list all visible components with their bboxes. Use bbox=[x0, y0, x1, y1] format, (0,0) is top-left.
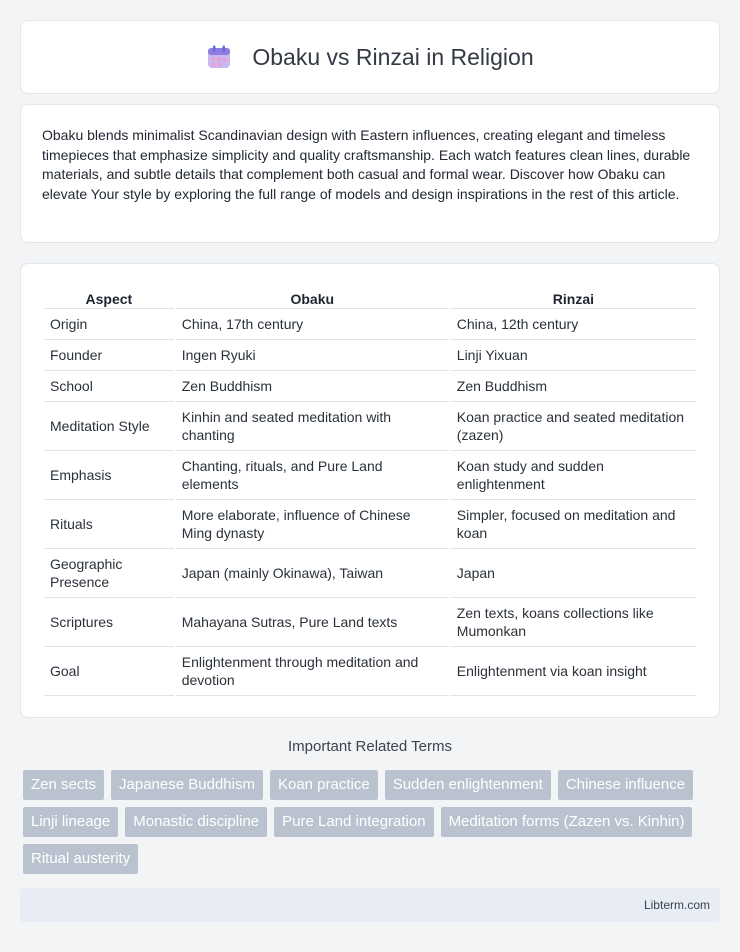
table-cell: Founder bbox=[44, 340, 174, 371]
table-cell: Goal bbox=[44, 647, 174, 696]
table-row bbox=[44, 402, 696, 451]
page-title: Obaku vs Rinzai in Religion bbox=[252, 43, 534, 70]
table-cell: More elaborate, influence of Chinese Ming dynasty bbox=[176, 500, 449, 549]
related-term-tag[interactable]: Linji lineage bbox=[23, 807, 118, 837]
table-cell: School bbox=[44, 371, 174, 402]
table-row bbox=[44, 451, 696, 500]
related-term-tag[interactable]: Meditation forms (Zazen vs. Kinhin) bbox=[441, 807, 693, 837]
table-cell: Koan practice and seated meditation (zazen) bbox=[451, 402, 696, 451]
table-cell: Zen texts, koans collections like Mumonkan bbox=[451, 598, 696, 647]
table-cell: Mahayana Sutras, Pure Land texts bbox=[176, 598, 449, 647]
related-term-tag[interactable]: Chinese influence bbox=[558, 770, 693, 800]
title-card bbox=[20, 20, 720, 94]
related-term-tag[interactable]: Ritual austerity bbox=[23, 844, 138, 874]
table-cell: Enlightenment via koan insight bbox=[451, 647, 696, 696]
table-cell: Chanting, rituals, and Pure Land elements bbox=[176, 451, 449, 500]
table-header-row bbox=[44, 286, 696, 309]
table-cell: Enlightenment through meditation and devotion bbox=[176, 647, 449, 696]
table-cell: Kinhin and seated meditation with chanting bbox=[176, 402, 449, 451]
table-cell: Linji Yixuan bbox=[451, 340, 696, 371]
table-cell: Meditation Style bbox=[44, 402, 174, 451]
column-header-obaku: Obaku bbox=[176, 286, 449, 309]
comparison-table bbox=[42, 286, 698, 696]
related-term-tag[interactable]: Japanese Buddhism bbox=[111, 770, 263, 800]
table-cell: Koan study and sudden enlightenment bbox=[451, 451, 696, 500]
table-row bbox=[44, 647, 696, 696]
table-row bbox=[44, 371, 696, 402]
table-cell: Simpler, focused on meditation and koan bbox=[451, 500, 696, 549]
comparison-table-card bbox=[20, 263, 720, 718]
related-term-tag[interactable]: Koan practice bbox=[270, 770, 378, 800]
intro-card bbox=[20, 104, 720, 243]
table-cell: Japan (mainly Okinawa), Taiwan bbox=[176, 549, 449, 598]
related-terms-heading: Important Related Terms bbox=[288, 738, 452, 755]
table-row bbox=[44, 598, 696, 647]
table-cell: Rituals bbox=[44, 500, 174, 549]
table-cell: Zen Buddhism bbox=[176, 371, 449, 402]
table-cell: Zen Buddhism bbox=[451, 371, 696, 402]
table-cell: China, 12th century bbox=[451, 309, 696, 340]
table-cell: Geographic Presence bbox=[44, 549, 174, 598]
table-cell: Japan bbox=[451, 549, 696, 598]
table-row bbox=[44, 549, 696, 598]
related-term-tag[interactable]: Zen sects bbox=[23, 770, 104, 800]
table-cell: Emphasis bbox=[44, 451, 174, 500]
table-cell: Ingen Ryuki bbox=[176, 340, 449, 371]
footer-site-link[interactable]: Libterm.com bbox=[643, 898, 710, 912]
table-row bbox=[44, 309, 696, 340]
column-header-aspect: Aspect bbox=[44, 286, 174, 309]
table-cell: Origin bbox=[44, 309, 174, 340]
column-header-rinzai: Rinzai bbox=[451, 286, 696, 309]
intro-text: Obaku blends minimalist Scandinavian design with Eastern influences, creating elegant and timeless timepieces that emphasize simplicity and quality craftsmanship. Each watch features clean lines, durable materials, and subtle details that complement both casual and formal wear. Discover how Obaku can elevate Your style by exploring the full range of models and design inspirations in the rest of this article. bbox=[42, 127, 691, 202]
calendar-icon bbox=[206, 44, 232, 70]
footer bbox=[20, 888, 720, 922]
related-term-tag[interactable]: Sudden enlightenment bbox=[385, 770, 551, 800]
table-cell: China, 17th century bbox=[176, 309, 449, 340]
related-term-tag[interactable]: Pure Land integration bbox=[274, 807, 433, 837]
table-row bbox=[44, 340, 696, 371]
related-term-tag[interactable]: Monastic discipline bbox=[125, 807, 267, 837]
table-row bbox=[44, 500, 696, 549]
related-terms-list bbox=[23, 770, 723, 881]
table-cell: Scriptures bbox=[44, 598, 174, 647]
